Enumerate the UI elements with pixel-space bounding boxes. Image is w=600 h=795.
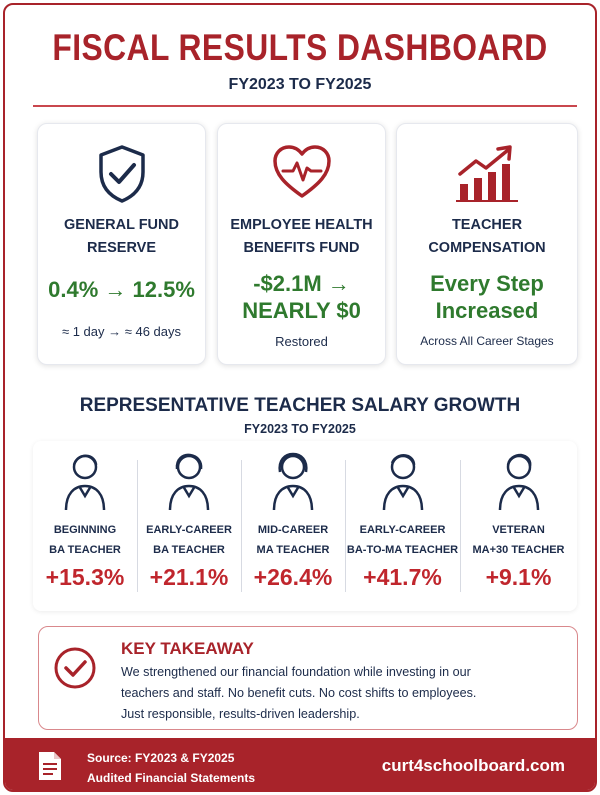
card-title-line: BENEFITS FUND (243, 240, 360, 256)
teacher-label-line: EARLY-CAREER (146, 524, 232, 536)
key-takeaway-box (38, 626, 578, 730)
salary-section-title: REPRESENTATIVE TEACHER SALARY GROWTH (79, 395, 521, 416)
teacher-veteran-ma30 (460, 446, 577, 606)
salary-section-subtitle: FY2023 TO FY2025 (244, 422, 356, 436)
source-line: Source: FY2023 & FY2025 (87, 751, 235, 765)
card-title (397, 214, 577, 260)
value-line: Increased (435, 298, 539, 323)
shield-check-icon (97, 144, 147, 204)
teacher-mid-career-ma (241, 446, 345, 606)
teacher-label-line: BEGINNING (53, 524, 117, 536)
footer-bar (5, 738, 595, 792)
card-title-line: RESERVE (86, 240, 157, 256)
teacher-label-line: MID-CAREER (257, 524, 329, 536)
card-title-line: TEACHER (451, 217, 523, 233)
takeaway-body (121, 662, 561, 725)
benefits-fund-value (218, 270, 385, 324)
teacher-person-icon (380, 450, 426, 512)
takeaway-line: Just responsible, results-driven leadership. (121, 707, 360, 721)
title-divider (33, 105, 577, 107)
teacher-label-line: MA+30 TEACHER (472, 544, 565, 556)
benefits-fund-note: Restored (275, 334, 328, 349)
compensation-note: Across All Career Stages (420, 334, 554, 348)
reserve-days-note: ≈ 1 day → ≈ 46 days (61, 324, 182, 339)
card-title-line: GENERAL FUND (64, 217, 179, 233)
value-line: NEARLY $0 (242, 298, 361, 323)
card-title (218, 214, 385, 260)
website-link[interactable]: curt4schoolboard.com (381, 756, 565, 775)
teacher-person-icon (166, 450, 212, 512)
value-line: -$2.1M → (253, 271, 350, 296)
teacher-label-line: MA TEACHER (256, 544, 330, 556)
reserve-value: 0.4% → 12.5% (48, 277, 195, 302)
salary-growth-percent: +26.4% (253, 564, 333, 590)
salary-growth-percent: +41.7% (363, 564, 442, 590)
card-general-fund-reserve (37, 123, 206, 365)
source-line: Audited Financial Statements (87, 771, 256, 785)
teacher-label (33, 520, 137, 560)
salary-growth-percent: +21.1% (149, 564, 229, 590)
teacher-person-icon (496, 450, 542, 512)
card-employee-health-fund (217, 123, 386, 365)
teacher-person-icon (270, 450, 316, 512)
teacher-label (137, 520, 241, 560)
source-citation (87, 748, 255, 788)
salary-growth-percent: +15.3% (45, 564, 125, 590)
page-subtitle: FY2023 TO FY2025 (228, 76, 372, 93)
growth-chart-icon (454, 144, 520, 204)
card-title-line: COMPENSATION (428, 240, 546, 256)
teacher-person-icon (62, 450, 108, 512)
document-icon (37, 750, 63, 782)
teacher-label (241, 520, 345, 560)
teacher-beginning-ba (33, 446, 137, 606)
teacher-label-line: EARLY-CAREER (359, 524, 446, 536)
card-title-line: EMPLOYEE HEALTH (230, 217, 373, 233)
teacher-label-line: BA TEACHER (49, 544, 121, 556)
page-title: FISCAL RESULTS DASHBOARD (52, 27, 548, 68)
teacher-label (460, 520, 577, 560)
heart-pulse-icon (271, 144, 333, 200)
teacher-early-career-ba (137, 446, 241, 606)
takeaway-line: We strengthened our financial foundation while investing in our (121, 665, 471, 679)
value-line: Every Step (430, 271, 544, 296)
teacher-label (345, 520, 460, 560)
takeaway-line: teachers and staff. No benefit cuts. No cost shifts to employees. (121, 686, 477, 700)
teacher-label-line: VETERAN (492, 524, 545, 536)
teacher-label-line: BA-TO-MA TEACHER (346, 544, 459, 556)
card-teacher-compensation (396, 123, 578, 365)
salary-growth-percent: +9.1% (485, 564, 552, 590)
compensation-value (397, 270, 577, 324)
takeaway-title: KEY TAKEAWAY (121, 639, 254, 658)
teacher-early-career-ba-to-ma (345, 446, 460, 606)
dashboard-frame (3, 3, 597, 792)
card-title (38, 214, 205, 260)
teacher-label-line: BA TEACHER (153, 544, 225, 556)
check-circle-icon (52, 645, 98, 691)
